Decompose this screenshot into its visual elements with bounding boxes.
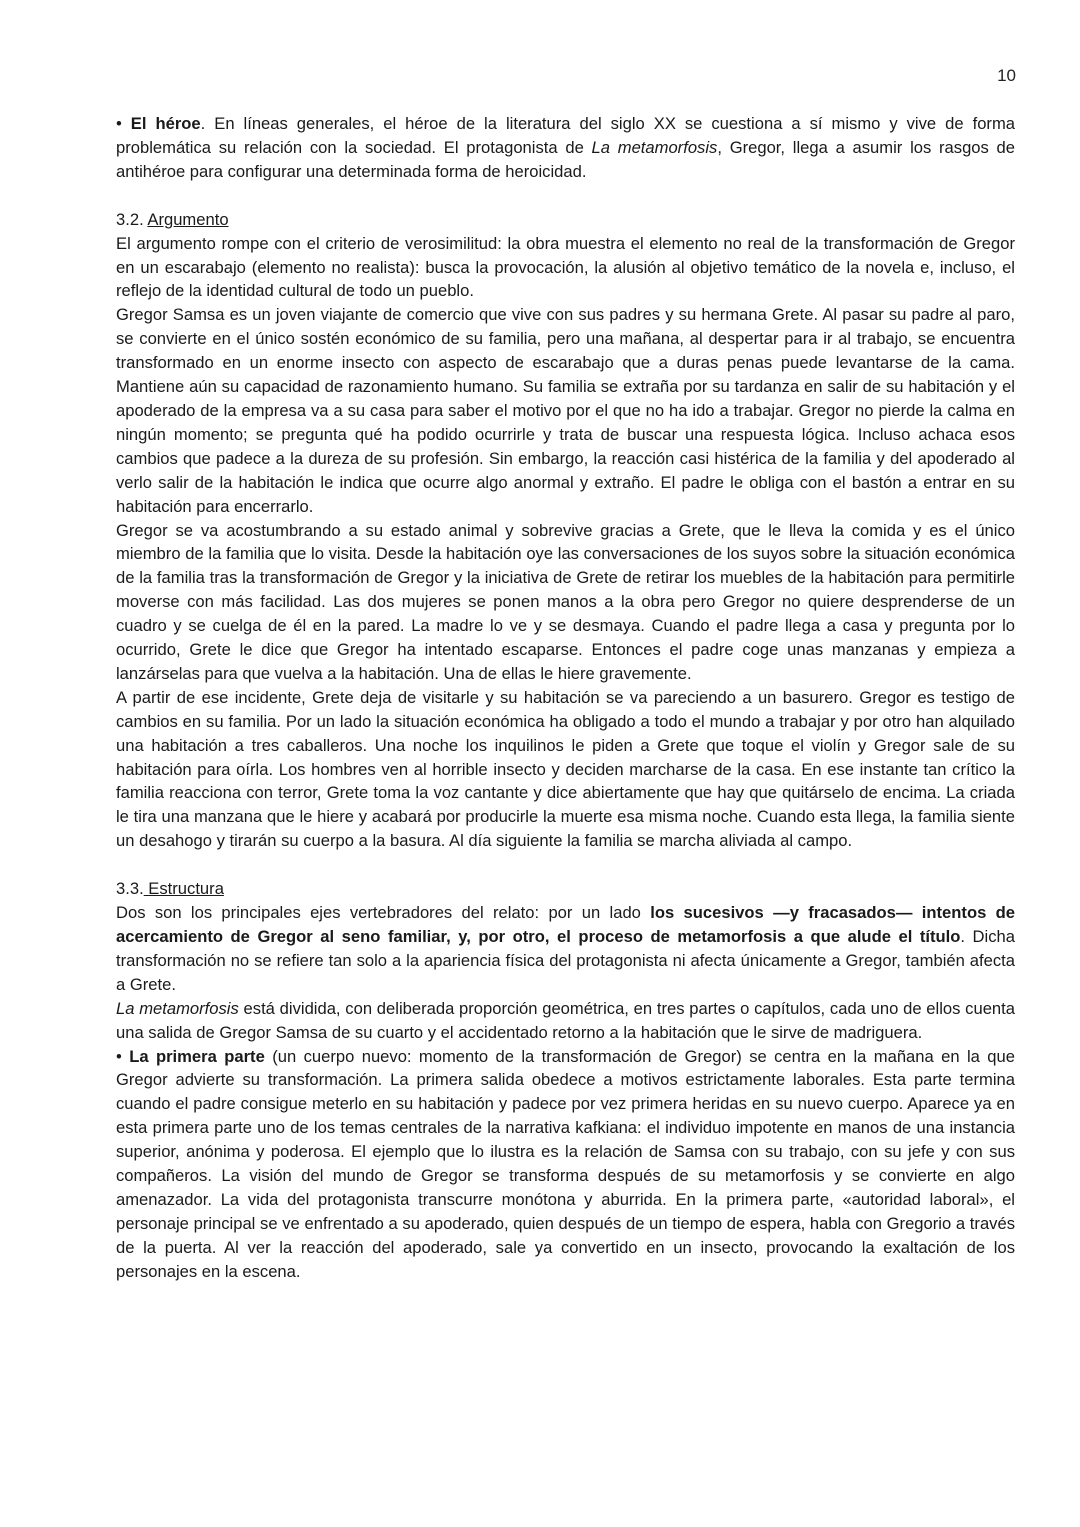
text-run: Dos son los principales ejes vertebradores del relato: por un lado — [116, 903, 651, 923]
hero-title: El héroe — [130, 114, 201, 133]
argumento-paragraph: Gregor Samsa es un joven viajante de comercio que vive con sus padres y su hermana Grete. Al pasar su padre al paro, se convierte en el único sostén económico de su familia, pero una mañana, al despertar para ir al trabajo, se encuentra transformado en un enorme insecto con aspecto de escarabajo que a duras penas puede levantarse de la cama. Mantiene aún su capacidad de razonamiento humano. Su familia se extraña por su tardanza en salir de su habitación y el apoderado de la empresa va a su casa para saber el motivo por el que no ha ido a trabajar. Gregor no pierde la calma en ningún momento; se pregunta qué ha podido ocurrirle y trata de buscar una respuesta lógica. Incluso achaca esos cambios que padece a la dureza de su profesión. Sin embargo, la reacción casi histérica de la familia y del apoderado al verlo salir de la habitación le indica que ocurre algo anormal y extraño. El padre le obliga con el bastón a entrar en su habitación para encerrarlo. — [116, 305, 1015, 516]
bold-text-run: los sucesivos —y fracasados— intentos de acercamiento de Gregor al seno familiar, y, por otro, el proceso de metamorfosis a que alude el título — [116, 903, 1016, 946]
text-run: está dividida, con deliberada proporción geométrica, en tres partes o capítulos, cada uno de ellos cuenta una salida de Gregor Samsa de su cuarto y el accidentado retorno a la habitación que le sirve de madriguera. — [116, 998, 1015, 1042]
hero-text-1: . En líneas generales, el héroe de la literatura del siglo XX se cuestiona a sí mismo y vive de forma problemática su relación con la sociedad. El protagonista de — [116, 114, 1015, 157]
page-number: 10 — [997, 66, 1016, 85]
argumento-paragraph: A partir de ese incidente, Grete deja de visitarle y su habitación se va pareciendo a un basurero. Gregor es testigo de cambios en su familia. Por un lado la situación económica ha obligado a todo el mundo a trabajar y por otro han alquilado una habitación a tres caballeros. Una noche los inquilinos le piden a Grete que toque el violín y Gregor sale de su habitación para oírla. Los hombres ven al horrible insecto y deciden marcharse de la casa. En ese instante tan crítico la familia reacciona con terror, Grete toma la voz cantante y dice abiertamente que hay que quitárselo de encima. La criada le tira una manzana que le hiere y acabará por producirle la muerte esa misma noche. Cuando esta llega, la familia siente un desahogo y tirarán su cuerpo a la basura. Al día siguiente la familia se marcha aliviada al campo. — [116, 687, 1015, 851]
section-number: 3.3. — [116, 879, 144, 899]
section-title: Estructura — [143, 879, 224, 899]
text-run: . Dicha transformación no se refiere tan solo a la apariencia física del protagonista ni afecta únicamente a Gregor, también afecta a Grete. — [116, 927, 1015, 994]
hero-paragraph — [116, 112, 1015, 184]
section-heading-argumento — [116, 208, 1015, 232]
estructura-paragraph — [116, 901, 1015, 997]
hero-text-2: , Gregor, llega a asumir los rasgos de antihéroe para configurar una determinada forma de heroicidad. — [116, 137, 1016, 181]
argumento-paragraph: Gregor se va acostumbrando a su estado animal y sobrevive gracias a Grete, que le lleva la comida y es el único miembro de la familia que lo visita. Desde la habitación oye las conversaciones de los suyos sobre la situación económica de la familia tras la transformación de Gregor y la iniciativa de Grete de retirar los muebles de la habitación para permitirle moverse con más facilidad. Las dos mujeres se ponen manos a la obra pero Gregor no quiere desprenderse de un cuadro y se cuelga de él en la pared. La madre lo ve y se desmaya. Cuando el padre llega a casa y pregunta por lo ocurrido, Grete le dice que Gregor ha intentado escaparse. Entonces el padre coge unas manzanas y empieza a lanzárselas para que vuelva a la habitación. Una de ellas le hiere gravemente. — [116, 520, 1015, 683]
section-title: Argumento — [147, 209, 229, 229]
section-heading-estructura — [116, 877, 1015, 901]
bullet: • — [116, 1046, 130, 1066]
spacer — [116, 184, 1015, 208]
estructura-paragraph — [116, 1045, 1015, 1284]
text-run: (un cuerpo nuevo: momento de la transformación de Gregor) se centra en la mañana en la que Gregor advierte su transformación. La primera salida obedece a motivos estrictamente laborales. Esta parte termina cuando el padre consigue meterlo en su habitación y padece por vez primera heridas en su nuevo cuerpo. Aparece ya en esta primera parte uno de los temas centrales de la narrativa kafkiana: el individuo impotente en manos de una instancia superior, anónima y poderosa. El ejemplo que lo ilustra es la relación de Samsa con su trabajo, con su jefe y con sus compañeros. La visión del mundo de Gregor se transforma después de su metamorfosis y se convierte en algo amenazador. La vida del protagonista transcurre monótona y aburrida. En la primera parte, «autoridad laboral», el personaje principal se ve enfrentado a su apoderado, quien después de un tiempo de espera, habla con Gregorio a través de la puerta. Al ver la reacción del apoderado, sale ya convertido en un insecto, provocando la exaltación de los personajes en la escena. — [116, 1046, 1015, 1281]
spacer — [116, 853, 1015, 877]
bullet: • — [116, 114, 131, 133]
bold-text-run: La primera parte — [129, 1046, 265, 1066]
estructura-paragraph — [116, 997, 1015, 1045]
section-number: 3.2. — [116, 209, 148, 229]
work-title: La metamorfosis — [116, 998, 239, 1018]
argumento-paragraph: El argumento rompe con el criterio de verosimilitud: la obra muestra el elemento no real de la transformación de Gregor en un escarabajo (elemento no realista): busca la provocación, la alusión al objetivo temático de la novela e, incluso, el reflejo de la identidad cultural de todo un pueblo. — [116, 233, 1015, 301]
document-body — [116, 112, 1015, 1284]
work-title: La metamorfosis — [591, 137, 718, 157]
